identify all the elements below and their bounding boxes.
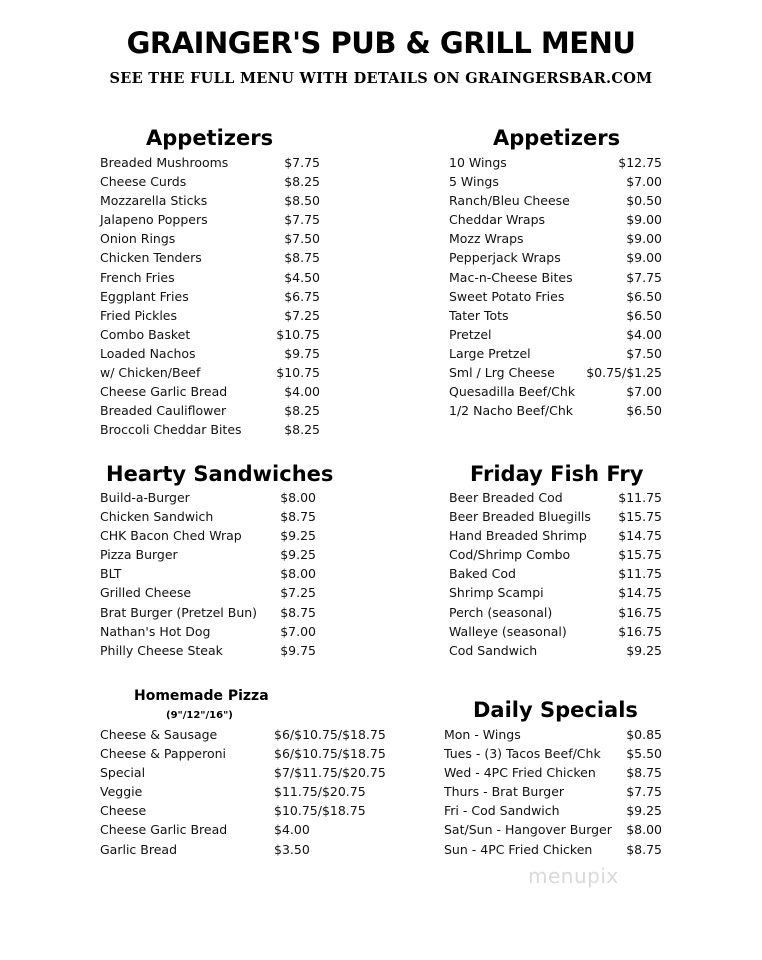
menu-item-price: $8.00: [626, 822, 662, 838]
menu-item-name: 5 Wings: [449, 174, 499, 190]
menu-item-name: Walleye (seasonal): [449, 623, 567, 639]
menu-item-price: $8.00: [280, 490, 316, 505]
menu-item-price: $8.00: [280, 566, 316, 582]
menu-item-price: $11.75: [618, 566, 662, 582]
menu-item-price: $0.50: [626, 193, 662, 209]
menu-item-name: Wed - 4PC Fried Chicken: [444, 765, 596, 781]
menu-item-name: Baked Cod: [449, 566, 516, 582]
menu-item-price: $3.50: [274, 841, 310, 857]
menu-item-name: Sat/Sun - Hangover Burger: [444, 822, 612, 838]
menu-item-price: $7.25: [280, 585, 316, 601]
menu-item-row: [100, 287, 330, 306]
menu-item-name: CHK Bacon Ched Wrap: [100, 528, 242, 544]
menu-item-name: Jalapeno Poppers: [100, 212, 208, 228]
menu-item-price: $6.75: [284, 288, 320, 304]
menu-item-price: $9.75: [280, 642, 316, 658]
menu-item-row: [444, 820, 662, 839]
menu-item-row: [444, 725, 662, 744]
menu-item-row: [100, 725, 390, 744]
menu-item-price: $9.00: [626, 231, 662, 247]
menu-item-name: 10 Wings: [449, 155, 507, 170]
menu-item-row: [100, 583, 330, 602]
menu-subtitle: SEE THE FULL MENU WITH DETAILS ON GRAINGERSBAR.COM: [109, 70, 653, 87]
menu-item-row: [449, 191, 662, 210]
menu-item-name: Pizza Burger: [100, 547, 178, 563]
menu-item-price: $8.75: [284, 250, 320, 266]
menu-item-price: $5.50: [626, 746, 662, 762]
menu-item-name: Special: [100, 765, 146, 781]
menu-item-price: $9.25: [280, 528, 316, 544]
menu-item-price: $16.75: [618, 623, 662, 639]
menu-item-row: [449, 401, 662, 420]
menu-item-row: [449, 603, 662, 622]
menu-item-row: [449, 545, 662, 564]
menu-item-price: $6/$10.75/$18.75: [274, 746, 386, 762]
menu-item-row: [100, 344, 330, 363]
menu-item-name: Mac-n-Cheese Bites: [449, 269, 573, 285]
menu-item-price: $8.25: [284, 422, 320, 438]
menu-item-name: Eggplant Fries: [100, 288, 189, 304]
menu-title: GRAINGER'S PUB & GRILL MENU: [126, 26, 636, 60]
item-list: [449, 488, 662, 660]
menu-item-row: [100, 641, 330, 660]
menu-item-row: [100, 325, 330, 344]
menu-item-row: [100, 603, 330, 622]
menu-item-price: $7.00: [626, 174, 662, 190]
menu-item-name: Fried Pickles: [100, 307, 178, 323]
menu-item-price: $6.50: [626, 403, 662, 419]
menu-item-name: BLT: [100, 566, 122, 582]
menu-item-row: [449, 382, 662, 401]
menu-item-name: Sweet Potato Fries: [449, 288, 565, 304]
menu-item-price: $7.00: [280, 623, 316, 639]
menu-item-price: $14.75: [618, 528, 662, 544]
menu-item-price: $8.75: [280, 604, 316, 620]
menu-item-name: Combo Basket: [100, 326, 191, 342]
menu-item-name: Large Pretzel: [449, 345, 531, 361]
menu-item-row: [449, 268, 662, 287]
menu-item-row: [100, 191, 330, 210]
menu-item-row: [100, 420, 330, 439]
menu-item-name: Beer Breaded Bluegills: [449, 509, 591, 525]
section-title: Homemade Pizza: [134, 688, 269, 704]
menu-item-name: Nathan's Hot Dog: [100, 623, 211, 639]
menu-item-price: $6/$10.75/$18.75: [274, 727, 386, 742]
menu-item-row: [100, 526, 330, 545]
menu-item-row: [449, 641, 662, 660]
menu-item-name: Cheese Curds: [100, 174, 187, 190]
menu-item-name: Cheddar Wraps: [449, 212, 546, 228]
menu-item-price: $12.75: [618, 155, 662, 170]
menu-item-name: Beer Breaded Cod: [449, 490, 563, 505]
menu-item-name: Onion Rings: [100, 231, 176, 247]
menu-item-row: [449, 564, 662, 583]
menu-item-name: Hand Breaded Shrimp: [449, 528, 587, 544]
section-title: Daily Specials: [473, 698, 638, 722]
menu-item-name: Cheese: [100, 803, 147, 819]
menu-item-row: [100, 401, 330, 420]
menu-item-price: $7.25: [284, 307, 320, 323]
menu-item-price: $9.00: [626, 212, 662, 228]
menu-item-price: $7.75: [284, 155, 320, 170]
item-list: [100, 153, 330, 439]
menu-item-price: $14.75: [618, 585, 662, 601]
menu-item-row: [100, 229, 330, 248]
menu-item-price: $7.50: [284, 231, 320, 247]
menu-item-row: [100, 363, 330, 382]
menu-item-row: [449, 210, 662, 229]
section-title: Friday Fish Fry: [470, 462, 644, 486]
menu-item-name: Pepperjack Wraps: [449, 250, 561, 266]
menu-item-name: Chicken Tenders: [100, 250, 202, 266]
menu-item-row: [100, 306, 330, 325]
menu-item-name: Sml / Lrg Cheese: [449, 365, 555, 381]
menu-item-name: Brat Burger (Pretzel Bun): [100, 604, 258, 620]
menu-item-name: Cheese & Papperoni: [100, 746, 227, 762]
menu-item-price: $10.75: [276, 326, 320, 342]
menu-item-row: [100, 382, 330, 401]
menu-item-name: Cheese & Sausage: [100, 727, 218, 742]
menu-item-price: $9.25: [626, 803, 662, 819]
menu-item-price: $15.75: [618, 509, 662, 525]
menu-item-price: $9.00: [626, 250, 662, 266]
menu-item-row: [449, 488, 662, 507]
menu-item-price: $8.75: [626, 841, 662, 857]
menu-item-price: $6.50: [626, 288, 662, 304]
menu-item-row: [100, 507, 330, 526]
menu-item-price: $10.75: [276, 365, 320, 381]
menu-item-row: [100, 545, 330, 564]
section-title: Appetizers: [493, 126, 621, 150]
menu-item-price: $4.00: [626, 326, 662, 342]
menu-item-price: $9.75: [284, 345, 320, 361]
menu-item-price: $7.75: [626, 269, 662, 285]
menu-item-row: [100, 820, 390, 839]
menu-item-row: [100, 801, 390, 820]
menu-item-row: [100, 153, 330, 172]
menu-item-price: $9.25: [626, 642, 662, 658]
item-list: [100, 488, 330, 660]
menu-item-name: Breaded Mushrooms: [100, 155, 229, 170]
menu-item-price: $9.25: [280, 547, 316, 563]
menu-item-name: w/ Chicken/Beef: [100, 365, 201, 381]
menu-item-row: [449, 363, 662, 382]
menu-item-name: Cod/Shrimp Combo: [449, 547, 571, 563]
menu-item-name: Thurs - Brat Burger: [444, 784, 565, 800]
menu-item-row: [449, 526, 662, 545]
menu-item-name: Fri - Cod Sandwich: [444, 803, 560, 819]
menu-item-row: [100, 248, 330, 267]
menu-item-price: $6.50: [626, 307, 662, 323]
menu-item-name: Tater Tots: [449, 307, 509, 323]
menu-item-row: [444, 744, 662, 763]
menu-item-price: $8.25: [284, 174, 320, 190]
menu-item-name: Ranch/Bleu Cheese: [449, 193, 570, 209]
menu-item-name: Philly Cheese Steak: [100, 642, 223, 658]
menu-item-name: Veggie: [100, 784, 143, 800]
menu-item-name: Tues - (3) Tacos Beef/Chk: [444, 746, 601, 762]
menu-item-name: Cheese Garlic Bread: [100, 384, 228, 400]
menu-item-row: [100, 488, 330, 507]
menu-item-row: [449, 229, 662, 248]
pizza-size-note: (9"/12"/16"): [166, 710, 233, 721]
menu-item-price: $16.75: [618, 604, 662, 620]
menu-item-price: $15.75: [618, 547, 662, 563]
menu-item-price: $8.25: [284, 403, 320, 419]
menu-item-row: [449, 583, 662, 602]
menu-item-row: [444, 782, 662, 801]
menu-item-row: [100, 622, 330, 641]
menu-item-name: Garlic Bread: [100, 841, 178, 857]
menu-item-row: [100, 210, 330, 229]
menu-item-row: [449, 507, 662, 526]
menu-item-row: [449, 248, 662, 267]
menu-item-price: $7.00: [626, 384, 662, 400]
menu-item-name: Mozz Wraps: [449, 231, 524, 247]
menu-item-row: [100, 763, 390, 782]
menu-item-row: [449, 306, 662, 325]
menu-item-price: $8.50: [284, 193, 320, 209]
menu-item-row: [100, 744, 390, 763]
item-list: [444, 725, 662, 859]
menu-item-name: Quesadilla Beef/Chk: [449, 384, 576, 400]
menu-item-row: [100, 172, 330, 191]
menu-item-name: Mon - Wings: [444, 727, 521, 742]
menu-item-price: $8.75: [280, 509, 316, 525]
menu-item-row: [449, 325, 662, 344]
menu-item-price: $11.75: [618, 490, 662, 505]
menu-item-row: [100, 782, 390, 801]
menu-item-price: $10.75/$18.75: [274, 803, 366, 819]
menu-item-row: [100, 564, 330, 583]
menu-item-name: Chicken Sandwich: [100, 509, 214, 525]
menu-item-price: $8.75: [626, 765, 662, 781]
section-title: Hearty Sandwiches: [106, 462, 334, 486]
menu-item-price: $0.85: [626, 727, 662, 742]
menu-item-name: Grilled Cheese: [100, 585, 192, 601]
menu-item-price: $4.00: [274, 822, 310, 838]
menu-item-name: Shrimp Scampi: [449, 585, 544, 601]
menu-item-row: [449, 287, 662, 306]
menu-item-row: [100, 840, 390, 859]
menu-item-price: $7/$11.75/$20.75: [274, 765, 386, 781]
menu-item-name: Cod Sandwich: [449, 642, 538, 658]
menu-item-price: $7.50: [626, 345, 662, 361]
menupix-watermark: menupix: [528, 864, 619, 888]
item-list: [100, 725, 390, 859]
menu-item-name: Pretzel: [449, 326, 492, 342]
menu-item-price: $7.75: [284, 212, 320, 228]
menu-item-row: [449, 344, 662, 363]
menu-item-name: Sun - 4PC Fried Chicken: [444, 841, 593, 857]
menu-item-row: [449, 622, 662, 641]
menu-item-price: $11.75/$20.75: [274, 784, 366, 800]
menu-item-price: $4.50: [284, 269, 320, 285]
menu-item-row: [449, 153, 662, 172]
menu-item-name: Cheese Garlic Bread: [100, 822, 228, 838]
menu-item-row: [444, 801, 662, 820]
menu-item-price: $0.75/$1.25: [586, 365, 662, 381]
menu-item-name: Broccoli Cheddar Bites: [100, 422, 242, 438]
menu-item-row: [444, 840, 662, 859]
menu-item-name: Perch (seasonal): [449, 604, 553, 620]
section-title: Appetizers: [146, 126, 274, 150]
menu-item-name: 1/2 Nacho Beef/Chk: [449, 403, 573, 419]
menu-item-price: $4.00: [284, 384, 320, 400]
menu-item-name: Mozzarella Sticks: [100, 193, 208, 209]
item-list: [449, 153, 662, 420]
menu-item-name: French Fries: [100, 269, 175, 285]
menu-item-row: [449, 172, 662, 191]
menu-item-row: [100, 268, 330, 287]
menu-item-name: Build-a-Burger: [100, 490, 190, 505]
menu-item-row: [444, 763, 662, 782]
menu-item-name: Loaded Nachos: [100, 345, 196, 361]
menu-item-name: Breaded Cauliflower: [100, 403, 227, 419]
menu-item-price: $7.75: [626, 784, 662, 800]
